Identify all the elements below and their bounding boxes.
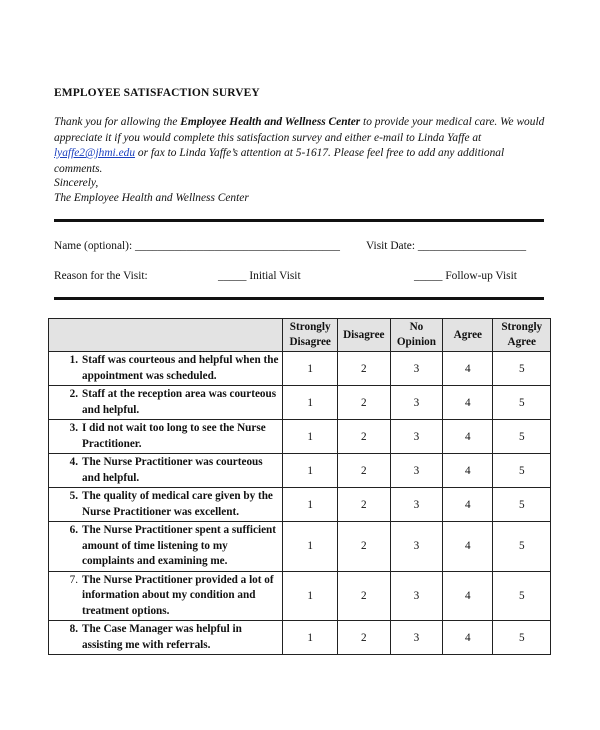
document-title: EMPLOYEE SATISFACTION SURVEY [54,87,260,99]
email-link[interactable]: lyaffe2@jhmi.edu [54,147,136,159]
closing-signature: The Employee Health and Wellness Center [54,192,249,204]
table-row [49,522,551,572]
survey-table-body [49,352,551,655]
table-row [49,454,551,488]
question-content [49,421,278,452]
table-row [49,621,551,655]
question-text: I did not wait too long to see the Nurse Practitioner. [82,422,266,450]
name-field[interactable]: Name (optional): ____________________________________ [54,240,341,252]
question-cell [49,454,283,488]
question-number: 2. [69,388,78,400]
question-text: The quality of medical care given by the Nurse Practitioner was excellent. [82,490,273,518]
rating-option-3[interactable]: 3 [390,522,443,572]
intro-org-name: Employee Health and Wellness Center [180,116,361,128]
rating-option-3[interactable]: 3 [390,571,443,621]
question-text: The Case Manager was helpful in assisting me with referrals. [82,623,242,651]
question-content [49,523,278,570]
rating-option-1[interactable]: 1 [283,571,338,621]
rating-option-3[interactable]: 3 [390,488,443,522]
question-cell [49,621,283,655]
header-strongly-disagree: Strongly Disagree [283,319,338,352]
rating-option-4[interactable]: 4 [443,352,493,386]
rating-option-1[interactable]: 1 [283,420,338,454]
question-cell [49,571,283,621]
followup-visit-option[interactable]: _____ Follow-up Visit [414,270,517,282]
rating-option-5[interactable]: 5 [493,621,551,655]
rating-option-4[interactable]: 4 [443,454,493,488]
question-text: The Nurse Practitioner was courteous and helpful. [82,456,263,484]
rating-option-3[interactable]: 3 [390,420,443,454]
question-column-header [49,319,283,352]
question-number: 8. [69,623,78,635]
rating-option-2[interactable]: 2 [337,571,390,621]
rating-option-4[interactable]: 4 [443,621,493,655]
rating-option-2[interactable]: 2 [337,522,390,572]
question-number: 4. [69,456,78,468]
rating-option-1[interactable]: 1 [283,488,338,522]
rating-option-2[interactable]: 2 [337,488,390,522]
rating-option-2[interactable]: 2 [337,454,390,488]
table-row [49,352,551,386]
question-content [49,622,278,653]
header-strongly-agree: Strongly Agree [493,319,551,352]
header-disagree: Disagree [337,319,390,352]
question-number: 5. [69,490,78,502]
question-cell [49,522,283,572]
table-header-row [49,319,551,352]
rating-option-2[interactable]: 2 [337,352,390,386]
rating-option-5[interactable]: 5 [493,488,551,522]
closing-salutation: Sincerely, [54,177,99,189]
visit-date-field[interactable]: Visit Date: ___________________ [366,240,527,252]
question-cell [49,352,283,386]
survey-table [48,318,551,655]
rating-option-2[interactable]: 2 [337,386,390,420]
rating-option-3[interactable]: 3 [390,621,443,655]
question-text: Staff was courteous and helpful when the appointment was scheduled. [82,354,279,382]
table-row [49,420,551,454]
rating-option-2[interactable]: 2 [337,420,390,454]
rating-option-4[interactable]: 4 [443,522,493,572]
intro-paragraph [54,115,554,177]
question-number: 3. [69,422,78,434]
table-row [49,386,551,420]
intro-text-2: to provide your medical care. We would appreciate it if you would complete this satisfaction survey and either e-mail to Linda Yaffe at [54,116,545,144]
rating-option-5[interactable]: 5 [493,352,551,386]
question-content [49,455,278,486]
rating-option-5[interactable]: 5 [493,454,551,488]
table-row [49,488,551,522]
closing-block [54,176,249,206]
rating-option-5[interactable]: 5 [493,420,551,454]
question-content [49,387,278,418]
rating-option-2[interactable]: 2 [337,621,390,655]
question-number: 1. [69,354,78,366]
rating-option-1[interactable]: 1 [283,454,338,488]
rating-option-1[interactable]: 1 [283,352,338,386]
intro-text-1: Thank you for allowing the [54,116,181,128]
rating-option-3[interactable]: 3 [390,386,443,420]
header-agree: Agree [443,319,493,352]
question-text: The Nurse Practitioner spent a sufficient amount of time listening to my complaints and examining me. [82,524,276,567]
intro-text-3: or fax to Linda Yaffe’s attention at 5-1617. Please feel free to add any additional comments. [54,147,505,175]
header-no-opinion: No Opinion [390,319,443,352]
rating-option-3[interactable]: 3 [390,454,443,488]
initial-visit-option[interactable]: _____ Initial Visit [218,270,301,282]
rating-option-1[interactable]: 1 [283,386,338,420]
rating-option-1[interactable]: 1 [283,621,338,655]
question-cell [49,420,283,454]
question-content [49,353,278,384]
rating-option-1[interactable]: 1 [283,522,338,572]
question-text: Staff at the reception area was courteous and helpful. [82,388,277,416]
rating-option-4[interactable]: 4 [443,386,493,420]
question-text: The Nurse Practitioner provided a lot of information about my condition and treatment options. [82,573,274,617]
rating-option-5[interactable]: 5 [493,571,551,621]
question-cell [49,488,283,522]
question-number: 7. [69,573,78,586]
divider-bottom [54,297,544,300]
table-row [49,571,551,621]
question-content [49,489,278,520]
rating-option-4[interactable]: 4 [443,571,493,621]
rating-option-3[interactable]: 3 [390,352,443,386]
divider-top [54,219,544,222]
rating-option-4[interactable]: 4 [443,488,493,522]
reason-label: Reason for the Visit: [54,270,148,282]
question-cell [49,386,283,420]
question-content [49,573,278,620]
rating-option-5[interactable]: 5 [493,386,551,420]
question-number: 6. [69,524,78,536]
rating-option-4[interactable]: 4 [443,420,493,454]
rating-option-5[interactable]: 5 [493,522,551,572]
